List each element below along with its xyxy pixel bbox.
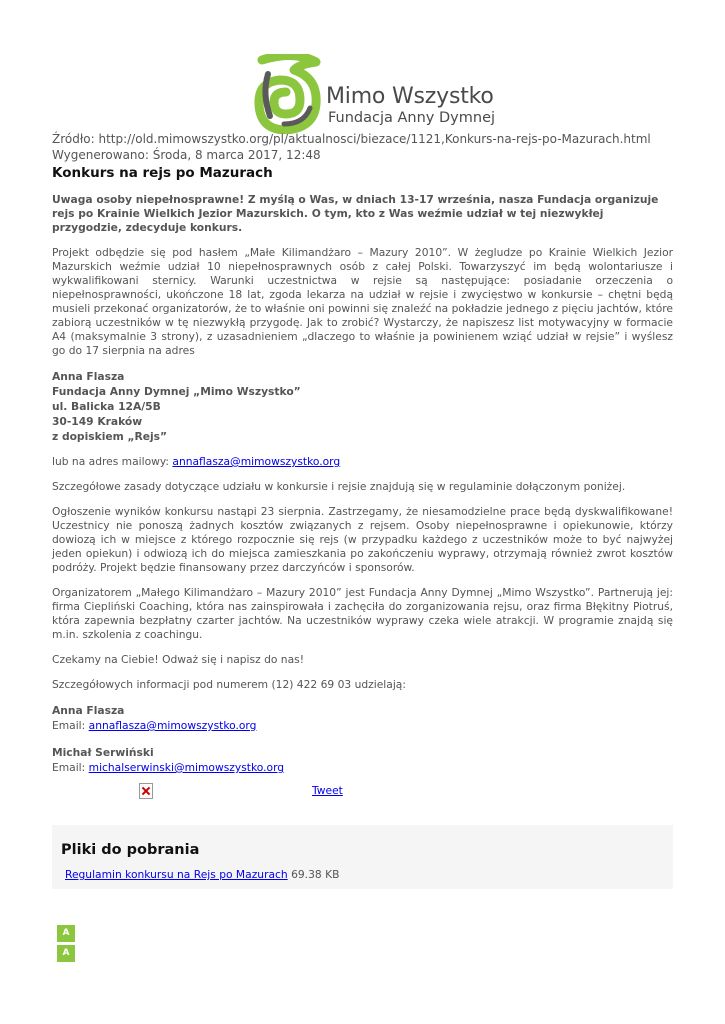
article-title: Konkurs na rejs po Mazurach xyxy=(52,165,273,181)
download-file-size: 69.38 KB xyxy=(287,868,340,881)
logo-name: Mimo Wszystko xyxy=(326,84,494,109)
contact-name: Anna Flasza xyxy=(52,704,125,717)
paragraph-rules: Szczegółowe zasady dotyczące udziału w konkursie i rejsie znajdują się w regulaminie dołączonym poniżej. xyxy=(52,480,626,493)
paragraph-invite: Czekamy na Ciebie! Odważ się i napisz do nas! xyxy=(52,653,304,666)
logo-subtitle: Fundacja Anny Dymnej xyxy=(328,110,496,126)
broken-image-icon[interactable] xyxy=(139,783,153,799)
email-prefix: lub na adres mailowy: xyxy=(52,455,173,468)
paragraph-organizer: Organizatorem „Małego Kilimandżaro – Mazury 2010” jest Fundacja Anny Dymnej „Mimo Wszystko”. Partnerują jej: firma Ciepliński Coaching, która nas zainspirowała i zachęciła do zorganizowania rejsu, oraz firma Błękitny Piotruś, która zapewnia bezpłatny czarter jachtów. Na uczestników wyprawy czeka wiele atrakcji. W programie znajdą się m.in. szkolenia z coachingu. xyxy=(52,586,673,641)
download-item xyxy=(65,868,339,881)
contact-email-link[interactable]: michalserwinski@mimowszystko.org xyxy=(88,761,285,774)
tweet-link[interactable]: Tweet xyxy=(312,784,343,797)
logo xyxy=(254,54,496,134)
font-size-button[interactable]: A xyxy=(57,925,75,942)
contact-email-label: Email: xyxy=(52,719,89,732)
email-link[interactable]: annaflasza@mimowszystko.org xyxy=(172,455,341,468)
download-file-link[interactable]: Regulamin konkursu na Rejs po Mazurach xyxy=(65,868,288,881)
paragraph-email xyxy=(52,455,673,469)
address-line: z dopiskiem „Rejs” xyxy=(52,430,168,443)
generated-line: Wygenerowano: Środa, 8 marca 2017, 12:48 xyxy=(52,148,321,162)
address-line: Fundacja Anny Dymnej „Mimo Wszystko” xyxy=(52,385,301,398)
paragraph-results: Ogłoszenie wyników konkursu nastąpi 23 sierpnia. Zastrzegamy, że niesamodzielne prace będą dyskwalifikowane! Uczestnicy nie ponoszą żadnych kosztów związanych z rejsem. Osoby niepełnosprawne i opiekunowie, którzy dowiozą ich w miejsce z którego rozpocznie się rejs (w przypadku każdego z uczestników może to być najwyżej jeden opiekun) i odwiozą ich do miejsca zamieszkania po zakończeniu wyprawy, otrzymają również zwrot kosztów podróży. Projekt będzie finansowany przez darczyńców i sponsorów. xyxy=(52,505,673,574)
article-lead: Uwaga osoby niepełnosprawne! Z myślą o Was, w dniach 13-17 września, nasza Fundacja organizuje rejs po Krainie Wielkich Jezior Mazurskich. O tym, kto z Was weźmie udział w tej niezwykłej przygodzie, zdecyduje konkurs. xyxy=(52,193,659,234)
postal-address xyxy=(52,369,673,444)
contact-name: Michał Serwiński xyxy=(52,746,154,759)
paragraph-phone: Szczegółowych informacji pod numerem (12) 422 69 03 udzielają: xyxy=(52,678,406,691)
address-line: ul. Balicka 12A/5B xyxy=(52,400,161,413)
contact-card xyxy=(52,745,673,775)
contact-email-label: Email: xyxy=(52,761,89,774)
article-body xyxy=(52,193,673,787)
address-line: 30-149 Kraków xyxy=(52,415,143,428)
spiral-logo-icon xyxy=(254,54,324,134)
address-line: Anna Flasza xyxy=(52,370,125,383)
print-meta xyxy=(52,131,651,163)
contact-card xyxy=(52,703,673,733)
contact-email-link[interactable]: annaflasza@mimowszystko.org xyxy=(88,719,257,732)
source-line: Źródło: http://old.mimowszystko.org/pl/aktualnosci/biezace/1121,Konkurs-na-rejs-po-Mazurach.html xyxy=(52,132,651,146)
downloads-heading: Pliki do pobrania xyxy=(61,842,200,858)
share-bar xyxy=(52,783,673,799)
font-size-button[interactable]: A xyxy=(57,945,75,962)
paragraph-project: Projekt odbędzie się pod hasłem „Małe Kilimandżaro – Mazury 2010”. W żegludze po Krainie Wielkich Jezior Mazurskich weźmie udział 10 niepełnosprawnych osób z całej Polski. Towarzyszyć im będą wolontariusze i wykwalifikowani sternicy. Warunki uczestnictwa w rejsie są następujące: posiadanie orzeczenia o niepełnosprawności, ukończone 18 lat, zgoda lekarza na udział w rejsie i zwycięstwo w konkursie – chętni będą musieli przekonać organizatorów, że to właśnie oni powinni się znaleźć na pokładzie jednego z pięciu jachtów, które zabiorą uczestników w tę niezwykłą przygodę. Jak to zrobić? Wystarczy, że napiszesz list motywacyjny w formacie A4 (maksymalnie 3 strony), z uzasadnieniem „dlaczego to właśnie ja powinienem wziąć udział w rejsie” i wyślesz go do 17 sierpnia na adres xyxy=(52,246,673,357)
downloads-panel xyxy=(52,825,673,889)
